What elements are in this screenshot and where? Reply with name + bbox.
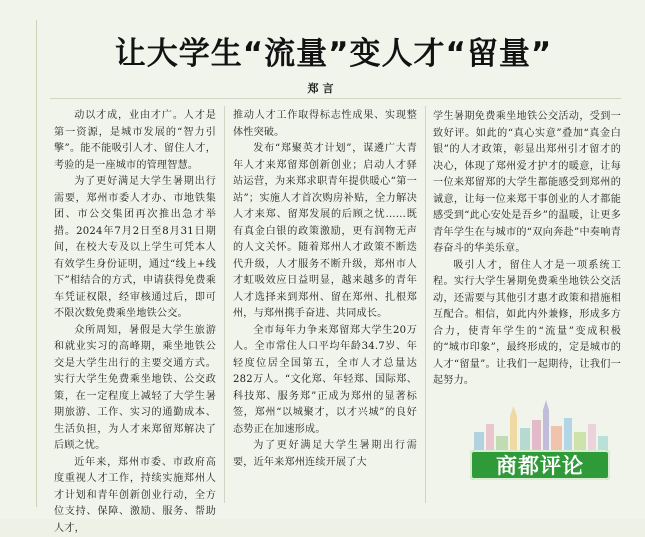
column-2: [233, 108, 417, 471]
header-rule: [50, 98, 621, 99]
paragraph: 为了更好满足大学生暑期出行需要，近年来郑州连续开展了大: [233, 438, 417, 471]
paragraph: 为了更好满足大学生暑期出行需要，郑州市委人才办、市地铁集团、市公交集团再次推出急才举措。2024年7月2日至8月31日期间，在校大专及以上学生可凭本人有效学生身份证明，通过“线上+线下”相结合的方式，申请获得免费乘车凭证权限，经审核通过后，即可不限次数免费乘坐地铁公交。: [54, 174, 216, 323]
paragraph: 推动人才工作取得标志性成果、实现整体性突破。: [233, 108, 417, 141]
column-3: [433, 109, 621, 390]
author-byline: 郑言: [0, 80, 645, 96]
city-skyline-icon: [470, 398, 612, 456]
paragraph: 发布“郑聚英才计划”，谋遴广大青年人才来郑留郑创新创业；启动人才驿站运营，为来郑求职青年提供暖心“第一站”；实施人才首次购房补贴，全力解决人才来郑、留郑发展的后顾之忧……既有真金白银的政策激励，更有润物无声的人文关怀。随着郑州人才政策不断迭代升级，人才服务不断升级，郑州市人才虹吸效应日益明显，越来越多的青年人才选择来到郑州、留在郑州、扎根郑州，与郑州携手奋进、共同成长。: [233, 141, 417, 323]
column-1: [54, 108, 216, 537]
column-badge: 商都评论: [470, 450, 610, 480]
column-divider: [224, 106, 225, 503]
headline: 让大学生“流量”变人才“留量”: [40, 28, 627, 73]
paragraph: 近年来，郑州市委、市政府高度重视人才工作，持续实施郑州人才计划和青年创新创业行动，全方位支持、保障、激励、服务、帮助人才，: [54, 455, 216, 537]
paragraph: 学生暑期免费乘坐地铁公交活动，受到一致好评。如此的“真心实意”叠加“真金白银”的人才政策，彰显出郑州引才留才的决心，体现了郑州爱才护才的暖意，让每一位来郑留郑的大学生都能感受到郑州的诚意，让每一位来郑干事创业的人才都能感受到“此心安处是吾乡”的温暖，让更多青年学生在与城市的“双向奔赴”中奏响青春奋斗的华美乐章。: [433, 109, 621, 258]
paragraph: 动以才成，业由才广。人才是第一资源，是城市发展的“智力引擎”。能不能吸引人才、留住人才，考验的是一座城市的管理智慧。: [54, 108, 216, 174]
paragraph: 全市每年力争来郑留郑大学生20万人。全市常住人口平均年龄34.7岁、年轻度位居全国第五，全市人才总量达282万人。“文化郑、年轻郑、国际郑、科技郑、服务郑”正成为郑州的显著标签，郑州“以城聚才，以才兴城”的良好态势正在加速形成。: [233, 323, 417, 439]
paragraph: 众所周知，暑假是大学生旅游和就业实习的高峰期，乘坐地铁公交是大学生出行的主要交通方式。实行大学生免费乘坐地铁、公交政策，在一定程度上减轻了大学生暑期旅游、工作、实习的通勤成本、生活负担，为人才来郑留郑解决了后顾之忧。: [54, 323, 216, 455]
paragraph: 吸引人才，留住人才是一项系统工程。实行大学生暑期免费乘坐地铁公交活动，还需要与其他引才惠才政策和措施相互配合。相信，如此内外兼修，形成多方合力，使青年学生的“流量”变成积极的“城市印象”，最终形成的，定是城市的人才“留量”。让我们一起期待，让我们一起努力。: [433, 258, 621, 390]
column-divider: [425, 106, 426, 503]
